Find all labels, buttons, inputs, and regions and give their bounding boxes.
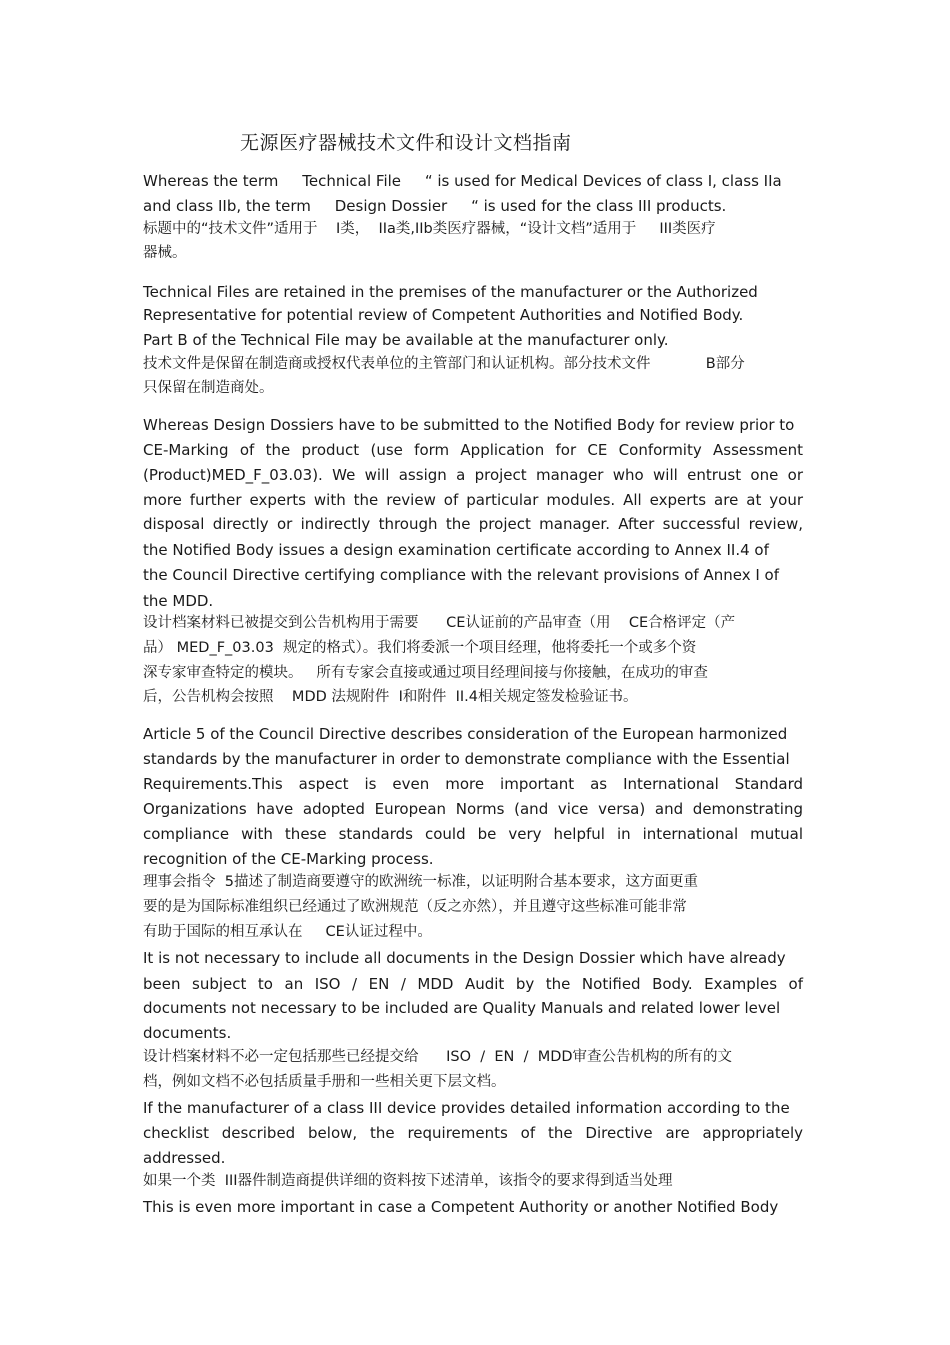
text-line: documents. — [143, 1024, 232, 1042]
text-line: CE-Marking of the product (use form Application for CE Conformity Assessment — [143, 441, 803, 459]
text-line: 只保留在制造商处。 — [143, 380, 274, 396]
text-line: standards by the manufacturer in order to demonstrate compliance with the Essential — [143, 750, 790, 768]
text-line: and class IIb, the term Design Dossier “ is used for the class III products. — [143, 197, 727, 215]
text-line: disposal directly or indirectly through the project manager. After successful review, — [143, 515, 803, 533]
text-line: the Council Directive certifying compliance with the relevant provisions of Annex I of — [143, 566, 779, 584]
text-line: the MDD. — [143, 592, 214, 610]
text-line: Whereas the term Technical File “ is used for Medical Devices of class I, class IIa — [143, 172, 782, 190]
text-line: 品） MED_F_03.03 规定的格式）。我们将委派一个项目经理，他将委托一个或多个资 — [143, 640, 697, 656]
text-line: Part B of the Technical File may be available at the manufacturer only. — [143, 331, 669, 349]
text-line: Requirements.This aspect is even more important as International Standard — [143, 775, 803, 793]
text-line: 后，公告机构会按照 MDD 法规附件 I和附件 II.4相关规定签发检验证书。 — [143, 689, 638, 705]
text-line: (Product)MED_F_03.03). We will assign a project manager who will entrust one or — [143, 466, 803, 484]
text-line: 档，例如文档不必包括质量手册和一些相关更下层文档。 — [143, 1074, 506, 1090]
text-line: Organizations have adopted European Norms (and vice versa) and demonstrating — [143, 800, 803, 818]
text-line: It is not necessary to include all documents in the Design Dossier which have already — [143, 949, 786, 967]
text-line: 设计档案材料已被提交到公告机构用于需要 CE认证前的产品审查（用 CE合格评定（产 — [143, 615, 736, 631]
text-line: more further experts with the review of particular modules. All experts are at your — [143, 491, 803, 509]
text-line: If the manufacturer of a class III device provides detailed information according to the — [143, 1099, 790, 1117]
text-line: been subject to an ISO / EN / MDD Audit by the Notified Body. Examples of — [143, 975, 803, 993]
text-line: Whereas Design Dossiers have to be submitted to the Notified Body for review prior to — [143, 416, 795, 434]
text-line: 要的是为国际标准组织已经通过了欧洲规范（反之亦然），并且遵守这些标准可能非常 — [143, 899, 687, 915]
text-line: Representative for potential review of Competent Authorities and Notified Body. — [143, 306, 744, 324]
text-line: 有助于国际的相互承认在 CE认证过程中。 — [143, 924, 432, 940]
text-line: This is even more important in case a Competent Authority or another Notified Body — [143, 1198, 779, 1216]
text-line: 技术文件是保留在制造商或授权代表单位的主管部门和认证机构。部分技术文件 B部分 — [143, 356, 745, 372]
text-line: Technical Files are retained in the premises of the manufacturer or the Authorized — [143, 283, 758, 301]
text-line: 设计档案材料不必一定包括那些已经提交给 ISO / EN / MDD审查公告机构的所有的文 — [143, 1049, 733, 1065]
text-line: checklist described below, the requirements of the Directive are appropriately — [143, 1124, 803, 1142]
text-line: the Notified Body issues a design examination certificate according to Annex II.4 of — [143, 541, 769, 559]
text-line: 如果一个类 III器件制造商提供详细的资料按下述清单，该指令的要求得到适当处理 — [143, 1173, 673, 1189]
text-line: documents not necessary to be included are Quality Manuals and related lower level — [143, 999, 781, 1017]
text-line: 深专家审查特定的模块。 所有专家会直接或通过项目经理间接与你接触，在成功的审查 — [143, 665, 708, 681]
text-line: 理事会指令 5描述了制造商要遵守的欧洲统一标准，以证明附合基本要求，这方面更重 — [143, 874, 698, 890]
text-line: 标题中的“技术文件”适用于 I类， IIa类,IIb类医疗器械，“设计文档”适用于 III类医疗 — [143, 221, 716, 237]
text-line: recognition of the CE-Marking process. — [143, 850, 434, 868]
document-title: 无源医疗器械技术文件和设计文档指南 — [240, 132, 572, 154]
text-line: compliance with these standards could be very helpful in international mutual — [143, 825, 803, 843]
text-line: 器械。 — [143, 245, 187, 261]
text-line: addressed. — [143, 1149, 226, 1167]
text-line: Article 5 of the Council Directive describes consideration of the European harmonized — [143, 725, 788, 743]
